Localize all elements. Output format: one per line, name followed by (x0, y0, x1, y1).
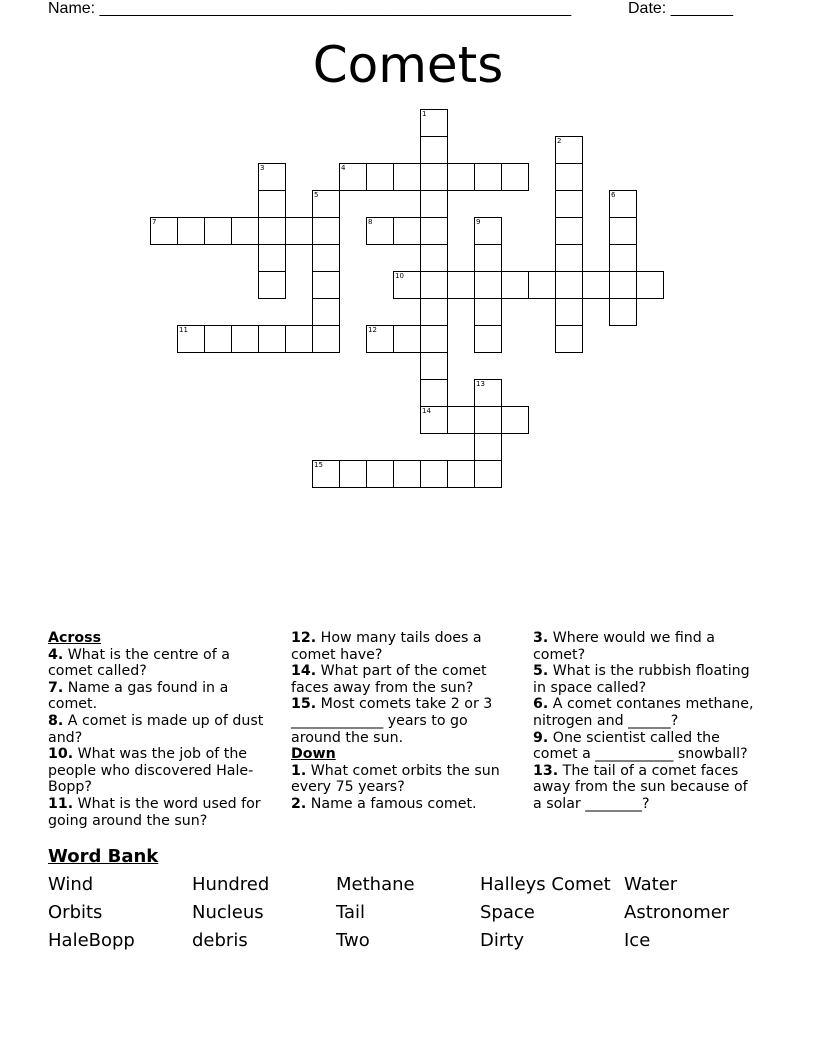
clue-item (291, 630, 513, 663)
crossword-cell[interactable] (231, 325, 259, 353)
clue-item (291, 663, 513, 696)
clue-number: 1 (422, 110, 427, 118)
clue-text: One scientist called the comet a ___________ snowball? (533, 729, 748, 763)
clue-number: 6. (533, 696, 549, 713)
crossword-cell[interactable] (366, 460, 394, 488)
clue-text: What was the job of the people who discovered Hale-Bopp? (48, 746, 254, 796)
clue-item (291, 796, 513, 813)
crossword-cell[interactable] (420, 109, 448, 137)
clue-number: 4 (341, 164, 346, 172)
crossword-cell[interactable] (474, 163, 502, 191)
word-bank-item: Nucleus (192, 902, 264, 923)
crossword-cell[interactable] (258, 271, 286, 299)
word-bank-item: Ice (624, 930, 651, 951)
crossword-cell[interactable] (474, 406, 502, 434)
crossword-cell[interactable] (420, 406, 448, 434)
clue-text: Name a famous comet. (306, 795, 477, 812)
clue-number: 8 (368, 218, 373, 226)
clue-text: Name a gas found in a comet. (48, 679, 229, 713)
crossword-cell[interactable] (312, 325, 340, 353)
word-bank-title: Word Bank (48, 846, 159, 867)
clue-item (291, 696, 513, 746)
clue-text: What is the centre of a comet called? (48, 646, 230, 680)
crossword-cell[interactable] (447, 271, 475, 299)
crossword-cell[interactable] (393, 460, 421, 488)
crossword-cell[interactable] (204, 325, 232, 353)
crossword-cell[interactable] (420, 271, 448, 299)
crossword-cell[interactable] (366, 217, 394, 245)
clue-number: 12 (368, 326, 377, 334)
crossword-cell[interactable] (474, 217, 502, 245)
crossword-cell[interactable] (555, 271, 583, 299)
crossword-cell[interactable] (420, 298, 448, 326)
clue-number: 10. (48, 746, 74, 763)
crossword-cell[interactable] (555, 217, 583, 245)
crossword-cell[interactable] (474, 325, 502, 353)
word-bank-item: Methane (336, 874, 415, 895)
crossword-cell[interactable] (393, 163, 421, 191)
clue-text: A comet contanes methane, nitrogen and ______? (533, 696, 754, 729)
crossword-cell[interactable] (312, 460, 340, 488)
crossword-cell[interactable] (447, 460, 475, 488)
down-heading: Down (291, 746, 336, 763)
crossword-cell[interactable] (501, 406, 529, 434)
header (48, 0, 748, 20)
clue-number: 9 (476, 218, 481, 226)
crossword-cell[interactable] (258, 190, 286, 218)
clue-item (48, 746, 270, 796)
clue-number: 15 (314, 461, 323, 469)
crossword-cell[interactable] (258, 217, 286, 245)
crossword-cell[interactable] (204, 217, 232, 245)
clue-number: 3. (533, 630, 549, 646)
crossword-cell[interactable] (285, 325, 313, 353)
crossword-cell[interactable] (420, 460, 448, 488)
crossword-cell[interactable] (609, 217, 637, 245)
word-bank-item: Dirty (480, 930, 524, 951)
crossword-cell[interactable] (339, 460, 367, 488)
crossword-cell[interactable] (447, 163, 475, 191)
clue-number: 11. (48, 795, 74, 812)
crossword-cell[interactable] (501, 271, 529, 299)
word-bank-item: Two (336, 930, 370, 951)
clue-number: 4. (48, 646, 64, 663)
word-bank-item: Astronomer (624, 902, 730, 923)
across-heading: Across (48, 630, 102, 646)
word-bank-item: HaleBopp (48, 930, 135, 951)
crossword-cell[interactable] (609, 298, 637, 326)
crossword-cell[interactable] (447, 406, 475, 434)
word-bank-item: Tail (336, 902, 366, 923)
clue-text: Where would we find a comet? (533, 630, 715, 663)
clue-text: What is the rubbish floating in space called? (533, 663, 750, 696)
clue-item (533, 663, 755, 696)
crossword-cell[interactable] (312, 217, 340, 245)
crossword-cell[interactable] (366, 163, 394, 191)
crossword-cell[interactable] (555, 298, 583, 326)
word-bank-item: Water (624, 874, 678, 895)
clue-item (48, 796, 270, 829)
crossword-cell[interactable] (420, 190, 448, 218)
crossword-cell[interactable] (555, 163, 583, 191)
crossword-cell[interactable] (393, 217, 421, 245)
clue-number: 13. (533, 762, 559, 779)
crossword-cell[interactable] (474, 379, 502, 407)
clue-number: 1. (291, 762, 307, 779)
crossword-cell[interactable] (474, 271, 502, 299)
crossword-cell[interactable] (177, 325, 205, 353)
clue-number: 8. (48, 712, 64, 729)
clue-number: 9. (533, 729, 549, 746)
crossword-cell[interactable] (420, 244, 448, 272)
clue-item (291, 763, 513, 796)
clue-number: 14 (422, 407, 431, 415)
clue-number: 5. (533, 663, 549, 680)
clues-column-1 (48, 630, 270, 829)
clue-item (533, 630, 755, 663)
crossword-cell[interactable] (555, 136, 583, 164)
crossword-cell[interactable] (474, 433, 502, 461)
clue-number: 13 (476, 380, 485, 388)
crossword-cell[interactable] (258, 244, 286, 272)
crossword-cell[interactable] (312, 190, 340, 218)
crossword-cell[interactable] (582, 271, 610, 299)
clue-item (48, 680, 270, 713)
clue-number: 15. (291, 696, 317, 713)
crossword-cell[interactable] (555, 325, 583, 353)
crossword-cell[interactable] (285, 217, 313, 245)
crossword-cell[interactable] (177, 217, 205, 245)
crossword-cell[interactable] (555, 244, 583, 272)
crossword-cell[interactable] (420, 163, 448, 191)
crossword-cell[interactable] (609, 244, 637, 272)
crossword-cell[interactable] (231, 217, 259, 245)
clue-item (533, 763, 755, 813)
clue-item (533, 696, 755, 729)
clue-text: What comet orbits the sun every 75 years? (291, 762, 500, 796)
date-field-label: Date: _______ (628, 0, 733, 17)
clue-number: 2. (291, 795, 307, 812)
crossword-cell[interactable] (393, 325, 421, 353)
crossword-cell[interactable] (420, 136, 448, 164)
crossword-cell[interactable] (420, 352, 448, 380)
crossword-cell[interactable] (150, 217, 178, 245)
word-bank-item: debris (192, 930, 248, 951)
clue-text: What part of the comet faces away from the sun? (291, 663, 487, 696)
clue-number: 10 (395, 272, 404, 280)
clue-text: How many tails does a comet have? (291, 630, 482, 663)
crossword-cell[interactable] (636, 271, 664, 299)
word-bank-item: Space (480, 902, 535, 923)
clue-number: 7 (152, 218, 157, 226)
crossword-cell[interactable] (528, 271, 556, 299)
clue-text: What is the word used for going around the sun? (48, 795, 261, 829)
clue-number: 6 (611, 191, 616, 199)
crossword-cell[interactable] (474, 460, 502, 488)
crossword-cell[interactable] (312, 298, 340, 326)
page-title: Comets (312, 36, 504, 94)
crossword-cell[interactable] (420, 379, 448, 407)
clue-number: 11 (179, 326, 188, 334)
crossword-cell[interactable] (420, 325, 448, 353)
crossword-cell[interactable] (609, 190, 637, 218)
crossword-cell[interactable] (474, 298, 502, 326)
clues-column-2 (291, 630, 513, 813)
crossword-cell[interactable] (339, 163, 367, 191)
crossword-cell[interactable] (312, 244, 340, 272)
clue-number: 3 (260, 164, 265, 172)
crossword-cell[interactable] (474, 244, 502, 272)
crossword-cell[interactable] (609, 271, 637, 299)
clue-number: 2 (557, 137, 562, 145)
crossword-cell[interactable] (258, 325, 286, 353)
crossword-cell[interactable] (312, 271, 340, 299)
clue-item (533, 730, 755, 763)
clue-number: 5 (314, 191, 319, 199)
clue-number: 12. (291, 630, 317, 646)
clue-item (48, 713, 270, 746)
crossword-cell[interactable] (258, 163, 286, 191)
clue-text: A comet is made up of dust and? (48, 712, 264, 746)
clue-text: Most comets take 2 or 3 _____________ years to go around the sun. (291, 696, 493, 746)
word-bank-item: Wind (48, 874, 94, 895)
crossword-cell[interactable] (366, 325, 394, 353)
name-field-label: Name: _____________________________________________________ (48, 0, 572, 17)
crossword-cell[interactable] (420, 217, 448, 245)
crossword-cell[interactable] (501, 163, 529, 191)
crossword-cell[interactable] (393, 271, 421, 299)
clue-number: 7. (48, 679, 64, 696)
clue-number: 14. (291, 663, 317, 680)
word-bank-item: Orbits (48, 902, 103, 923)
word-bank-item: Hundred (192, 874, 270, 895)
clue-text: The tail of a comet faces away from the sun because of a solar ________? (533, 762, 748, 812)
clues-column-3 (533, 630, 755, 813)
crossword-cell[interactable] (555, 190, 583, 218)
word-bank-item: Halleys Comet (480, 874, 611, 895)
clue-item (48, 647, 270, 680)
